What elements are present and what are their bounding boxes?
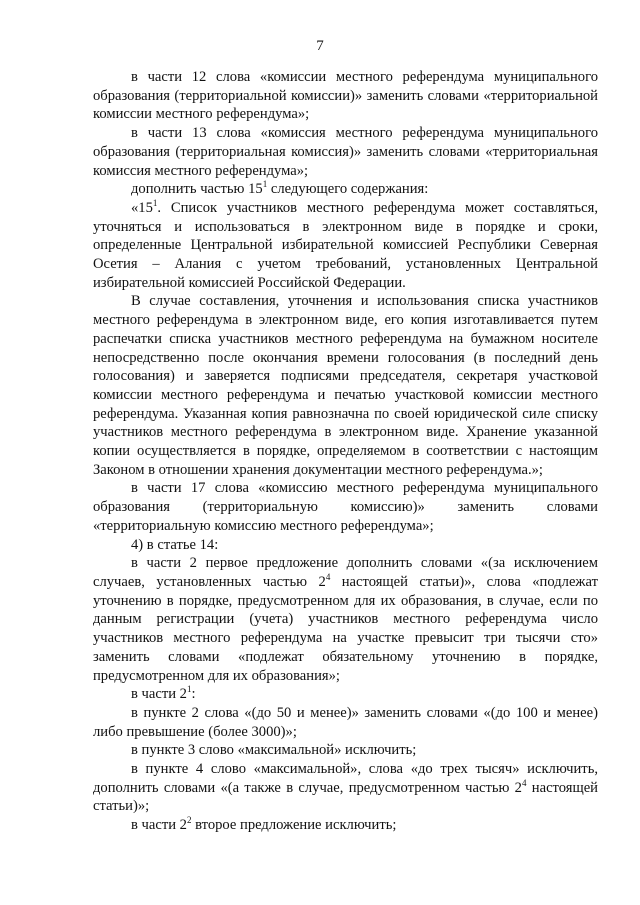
paragraph xyxy=(93,199,598,293)
paragraph-text: настоящей статьи)»; xyxy=(93,779,598,815)
paragraph-text: настоящей статьи)», слова «подлежат уточнению в порядке, предусмотренном для их образования, в случае, если по данным регистрации (учета) участников местного референдума число участников местного референдума на участке превысит три тысячи сто» заменить словами «подлежат обязательному уточнению в порядке, предусмотренном для их образования»; xyxy=(93,573,598,684)
paragraph: в части 13 слова «комиссия местного референдума муниципального образования (территориальная комиссия)» заменить словами «территориальная комиссия местного референдума»; xyxy=(93,125,598,179)
paragraph-text: следующего содержания: xyxy=(267,181,429,198)
superscript: 1 xyxy=(152,197,158,208)
superscript: 4 xyxy=(325,571,331,582)
paragraph-text: второе предложение исключить; xyxy=(191,817,397,834)
paragraph: в пункте 2 слова «(до 50 и менее)» заменить словами «(до 100 и менее) либо превышение (более 3000)»; xyxy=(93,704,598,740)
paragraph xyxy=(93,685,598,704)
paragraph-text: в части 2 первое предложение дополнить словами «(за исключением случаев, установленных частью 2 xyxy=(93,555,598,590)
paragraph: 4) в статье 14: xyxy=(131,536,219,553)
superscript: 2 xyxy=(186,815,192,826)
paragraph: в части 17 слова «комиссию местного референдума муниципального образования (территориальную комиссию)» заменить словами «территориальную комиссию местного референдума»; xyxy=(93,480,598,534)
paragraph: в части 12 слова «комиссии местного референдума муниципального образования (территориальной комиссии)» заменить словами «территориальной комиссии местного референдума»; xyxy=(93,69,598,123)
document-body xyxy=(93,68,598,835)
paragraph-text: : xyxy=(191,686,196,703)
paragraph-text: . Список участников местного референдума может составляться, уточняться и использоваться в электронном виде в порядке и сроки, определенные Центральной избирательной комиссией Республики Северная Осетия – Алания с учетом требований, установленных Центральной избирательной комиссией Российской Федерации. xyxy=(93,199,598,291)
paragraph-text: дополнить частью 15 xyxy=(131,181,263,198)
paragraph xyxy=(93,760,598,816)
superscript: 1 xyxy=(186,684,192,695)
paragraph xyxy=(93,554,598,685)
superscript: 4 xyxy=(521,777,527,788)
paragraph xyxy=(93,180,598,199)
page-number: 7 xyxy=(316,38,324,54)
paragraph-text: в пункте 4 слово «максимальной», слова «до трех тысяч» исключить, дополнить словами «(а также в случае, предусмотренном частью 2 xyxy=(93,761,598,796)
superscript: 1 xyxy=(262,179,268,190)
paragraph: В случае составления, уточнения и использования списка участников местного референдума в электронном виде, его копия изготавливается путем распечатки списка участников местного референдума на бумажном носителе непосредственно после окончания времени голосования (в последний день голосования) и заверяется подписями председателя, секретаря участковой комиссии местного референдума и печатью участковой комиссии местного референдума. Указанная копия равнозначна по своей юридической силе списку участников местного референдума в электронном виде. Хранение указанной копии осуществляется в порядке, определяемом в соответствии с настоящим Законом в отношении хранения документации местного референдума.»; xyxy=(93,293,598,478)
paragraph-text: в части 2 xyxy=(131,686,187,703)
paragraph: в пункте 3 слово «максимальной» исключить; xyxy=(131,742,417,759)
paragraph-text: в части 2 xyxy=(131,817,187,834)
paragraph xyxy=(93,816,598,835)
paragraph-text: «15 xyxy=(131,199,153,216)
